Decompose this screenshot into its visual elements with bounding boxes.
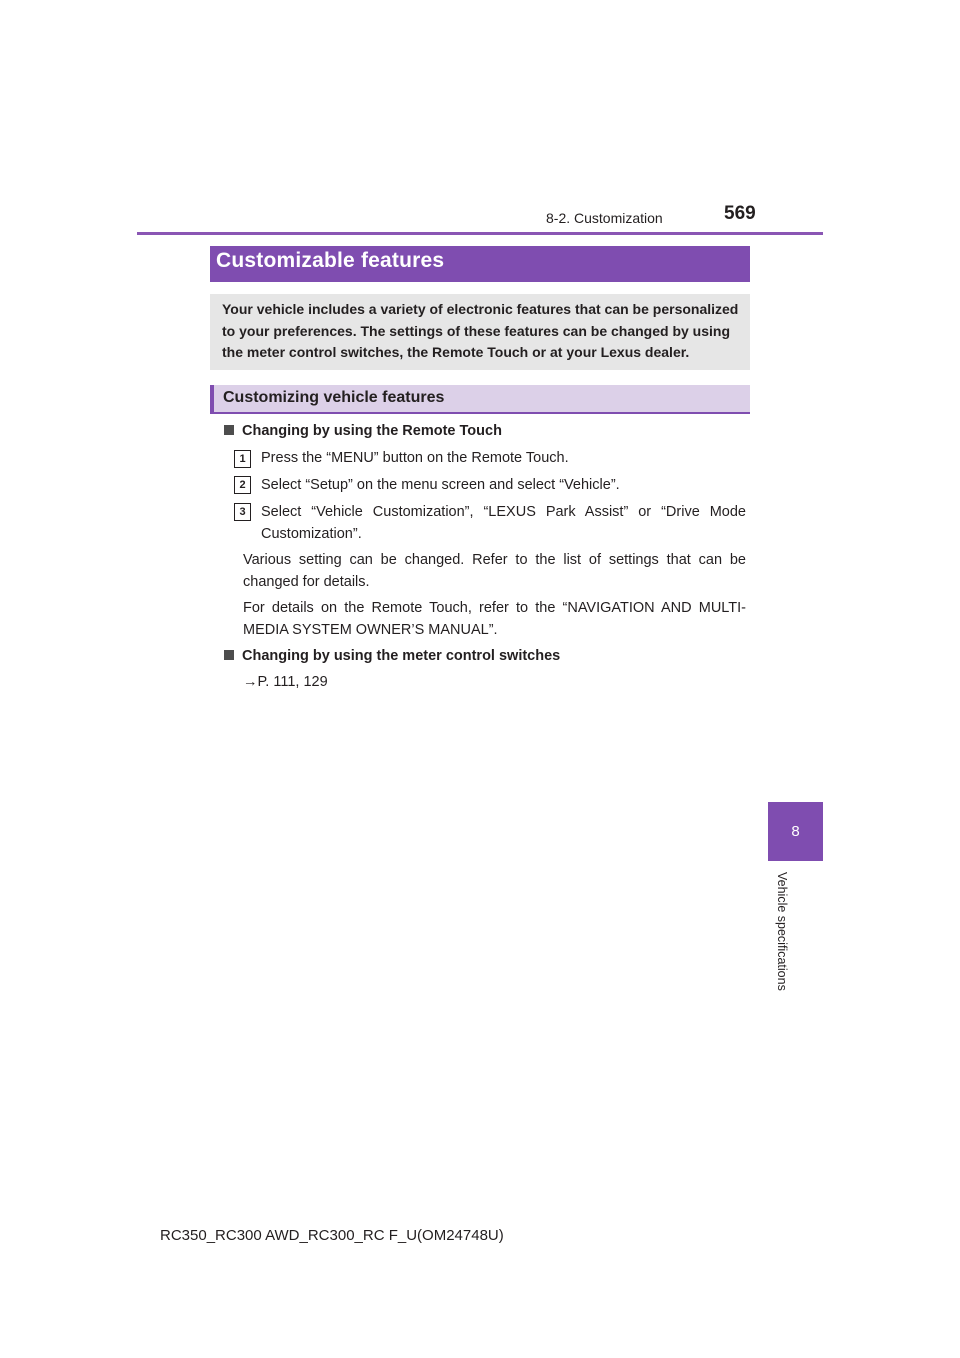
page-number: 569 <box>724 203 756 224</box>
meter-switches-heading-text: Changing by using the meter control switches <box>242 648 561 664</box>
step-2-text: Select “Setup” on the menu screen and select “Vehicle”. <box>261 477 620 493</box>
settings-note: Various setting can be changed. Refer to the list of settings that can be changed for details. <box>243 552 746 590</box>
square-bullet-icon <box>224 425 234 435</box>
header-rule <box>137 232 823 235</box>
step-3-text: Select “Vehicle Customization”, “LEXUS Park Assist” or “Drive Mode Customization”. <box>261 504 746 542</box>
chapter-tab <box>768 802 823 861</box>
intro-box <box>210 294 750 370</box>
chapter-title: Vehicle specifications <box>775 872 789 991</box>
square-bullet-icon <box>224 650 234 660</box>
subheading: Customizing vehicle features <box>223 389 445 406</box>
page-title-bar <box>210 246 750 282</box>
page-reference-text: P. 111, 129 <box>257 674 328 690</box>
remote-touch-heading-text: Changing by using the Remote Touch <box>242 423 502 439</box>
remote-touch-heading <box>224 423 502 439</box>
subheading-bar <box>210 385 750 414</box>
chapter-number: 8 <box>791 823 800 840</box>
page-title: Customizable features <box>216 249 445 272</box>
header-section-title: 8-2. Customization <box>546 210 663 226</box>
step-1-badge: 1 <box>234 450 251 468</box>
footer-model-code: RC350_RC300 AWD_RC300_RC F_U(OM24748U) <box>160 1227 504 1244</box>
step-2-badge: 2 <box>234 476 251 494</box>
step-3-badge: 3 <box>234 503 251 521</box>
arrow-right-icon: → <box>243 674 258 690</box>
remote-touch-manual-note: For details on the Remote Touch, refer to the “NAVIGATION AND MULTI-MEDIA SYSTEM OWNER’S MANUAL”. <box>243 600 746 638</box>
page-reference[interactable] <box>243 674 328 690</box>
step-1-text: Press the “MENU” button on the Remote Touch. <box>261 450 569 466</box>
meter-switches-heading <box>224 648 560 664</box>
intro-text: Your vehicle includes a variety of electronic features that can be personalized to your preferences. The settings of these features can be changed by using the meter control switches, the Remote Touch or at your Lexus dealer. <box>222 301 739 360</box>
